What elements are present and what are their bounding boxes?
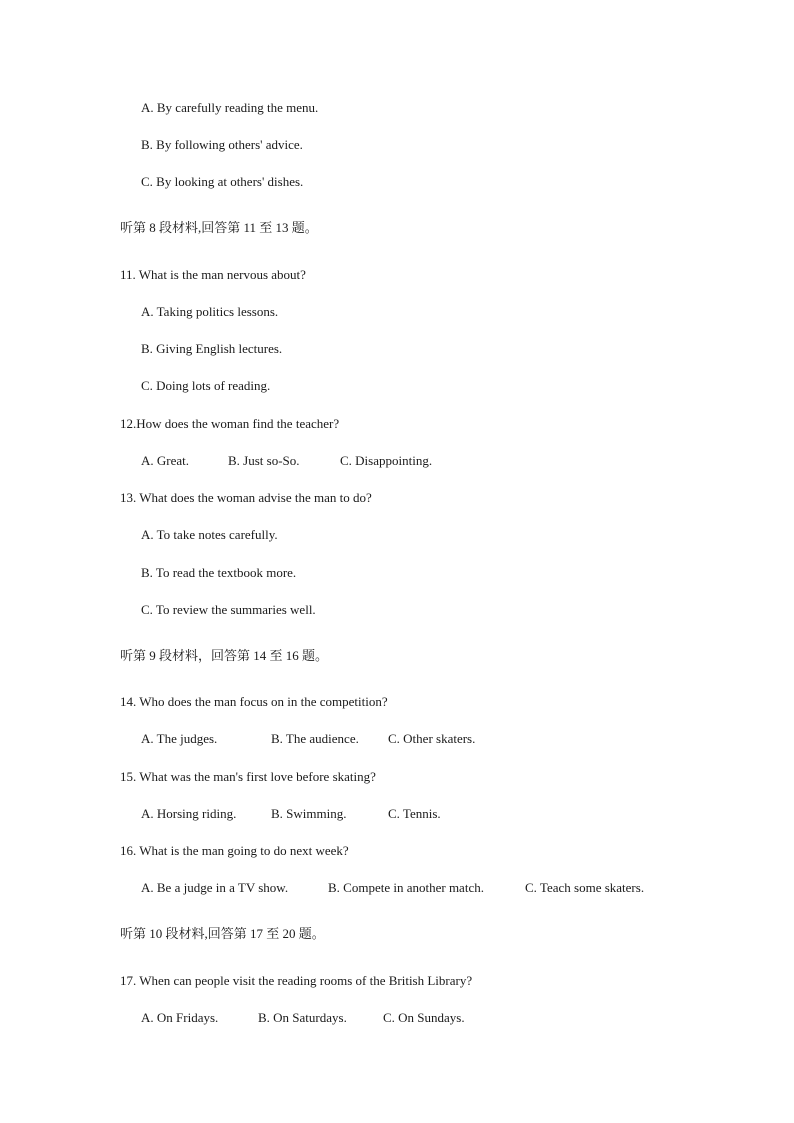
section-8-instruction: 听第 8 段材料,回答第 11 至 13 题。	[120, 220, 318, 235]
q10-option-a: A. By carefully reading the menu.	[141, 100, 319, 115]
section-10-instruction: 听第 10 段材料,回答第 17 至 20 题。	[120, 926, 325, 941]
q12-question: 12.How does the woman find the teacher?	[120, 416, 340, 431]
q12-option-a: A. Great.	[141, 453, 190, 468]
q17-option-c: C. On Sundays.	[383, 1010, 465, 1025]
q13-option-b: B. To read the textbook more.	[141, 565, 297, 580]
q12-option-b: B. Just so-So.	[228, 453, 300, 468]
q10-option-b: B. By following others' advice.	[141, 137, 303, 152]
q13-question: 13. What does the woman advise the man to do?	[120, 490, 372, 505]
q16-question: 16. What is the man going to do next week?	[120, 843, 349, 858]
q12-option-c: C. Disappointing.	[340, 453, 433, 468]
q11-option-a: A. Taking politics lessons.	[141, 304, 279, 319]
q14-option-a: A. The judges.	[141, 731, 218, 746]
q15-question: 15. What was the man's first love before skating?	[120, 769, 376, 784]
q15-option-c: C. Tennis.	[388, 806, 441, 821]
q14-question: 14. Who does the man focus on in the competition?	[120, 694, 388, 709]
q17-option-a: A. On Fridays.	[141, 1010, 219, 1025]
q10-option-c: C. By looking at others' dishes.	[141, 174, 304, 189]
q16-option-b: B. Compete in another match.	[328, 880, 484, 895]
section-9-instruction: 听第 9 段材料，回答第 14 至 16 题。	[120, 648, 329, 663]
q11-question: 11. What is the man nervous about?	[120, 267, 306, 282]
q11-option-b: B. Giving English lectures.	[141, 341, 283, 356]
q17-question: 17. When can people visit the reading rooms of the British Library?	[120, 973, 473, 988]
q14-option-b: B. The audience.	[271, 731, 359, 746]
q14-option-c: C. Other skaters.	[388, 731, 476, 746]
q13-option-a: A. To take notes carefully.	[141, 527, 278, 542]
q13-option-c: C. To review the summaries well.	[141, 602, 316, 617]
q16-option-a: A. Be a judge in a TV show.	[141, 880, 289, 895]
q16-option-c: C. Teach some skaters.	[525, 880, 645, 895]
q17-option-b: B. On Saturdays.	[258, 1010, 347, 1025]
q15-option-a: A. Horsing riding.	[141, 806, 237, 821]
q11-option-c: C. Doing lots of reading.	[141, 378, 271, 393]
q15-option-b: B. Swimming.	[271, 806, 347, 821]
